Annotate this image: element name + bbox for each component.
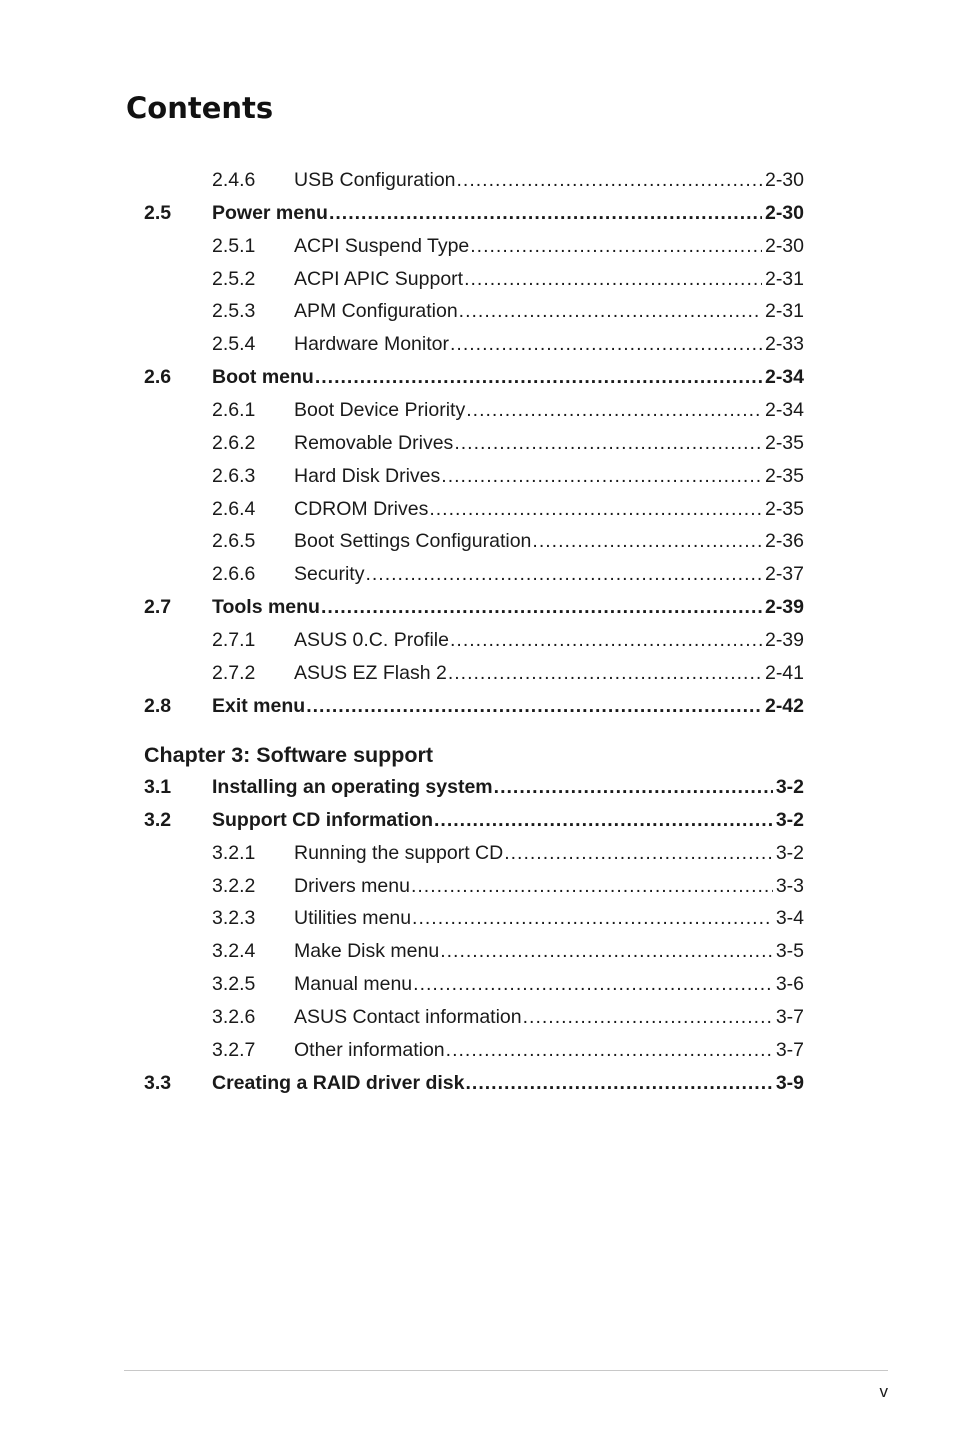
toc-entry-number: 2.7.1	[212, 628, 256, 651]
toc-entry-title: ASUS 0.C. Profile	[294, 628, 449, 651]
toc-entry-number: 3.2.7	[212, 1038, 256, 1061]
toc-entry-title: Boot Device Priority	[294, 398, 466, 421]
toc-dot-leader	[448, 657, 762, 690]
toc-entry-page: 2-34	[764, 366, 804, 389]
toc-entry-number: 2.5.3	[212, 300, 256, 323]
toc-entry-number: 2.6.1	[212, 398, 256, 421]
toc-dot-leader	[411, 870, 773, 903]
toc-entry-page: 2-33	[764, 333, 804, 356]
toc-entry-title: Power menu	[212, 201, 328, 224]
toc-dot-leader	[466, 394, 762, 427]
toc-entry-line	[294, 902, 804, 935]
page-title: Contents	[126, 91, 274, 125]
toc-entry-number: 3.1	[144, 776, 172, 798]
toc-subsection-entry[interactable]	[0, 394, 954, 427]
toc-entry-line	[294, 935, 804, 968]
toc-dot-leader	[429, 493, 762, 526]
toc-entry-number: 3.2.1	[212, 841, 256, 864]
toc-entry-title: ACPI Suspend Type	[294, 234, 470, 257]
toc-entry-line	[212, 771, 804, 804]
toc-section-entry[interactable]	[0, 804, 954, 837]
toc-entry-title: Creating a RAID driver disk	[212, 1071, 465, 1094]
toc-dot-leader	[434, 804, 773, 837]
toc-entry-line	[212, 197, 804, 230]
toc-entry-page: 2-36	[764, 530, 804, 553]
toc-entry-line	[294, 657, 804, 690]
toc-entry-title: Drivers menu	[294, 874, 410, 897]
toc-section-entry[interactable]	[0, 690, 954, 723]
toc-entry-title: Boot menu	[212, 366, 314, 389]
toc-entry-page: 3-2	[775, 776, 804, 798]
toc-dot-leader	[459, 295, 762, 328]
toc-subsection-entry[interactable]	[0, 558, 954, 591]
toc-subsection-entry[interactable]	[0, 164, 954, 197]
toc-entry-line	[212, 1067, 804, 1100]
toc-entry-title: ASUS Contact information	[294, 1005, 522, 1028]
toc-entry-page: 2-35	[764, 464, 804, 487]
toc-entry-line	[294, 525, 804, 558]
toc-section-entry[interactable]	[0, 361, 954, 394]
toc-entry-page: 2-39	[764, 596, 804, 619]
toc-entry-page: 3-4	[775, 907, 804, 930]
toc-dot-leader	[450, 624, 762, 657]
toc-entry-title: USB Configuration	[294, 169, 456, 191]
toc-entry-title: Security	[294, 563, 365, 586]
toc-entry-page: 2-30	[764, 234, 804, 257]
toc-dot-leader	[440, 935, 773, 968]
toc-entry-page: 2-30	[764, 201, 804, 224]
toc-dot-leader	[532, 525, 762, 558]
toc-dot-leader	[450, 328, 762, 361]
toc-entry-line	[294, 164, 804, 197]
toc-entry-page: 2-37	[764, 563, 804, 586]
toc-entry-number: 3.2.4	[212, 940, 256, 963]
toc-subsection-entry[interactable]	[0, 493, 954, 526]
toc-entry-page: 3-7	[775, 1038, 804, 1061]
toc-subsection-entry[interactable]	[0, 624, 954, 657]
toc-entry-line	[294, 394, 804, 427]
toc-subsection-entry[interactable]	[0, 525, 954, 558]
toc-section-entry[interactable]	[0, 197, 954, 230]
toc-entry-number: 2.5	[144, 201, 172, 224]
toc-entry-title: Hard Disk Drives	[294, 464, 441, 487]
toc-entry-number: 2.6.2	[212, 431, 256, 454]
toc-entry-number: 2.6.3	[212, 464, 256, 487]
toc-dot-leader	[365, 558, 762, 591]
toc-entry-page: 2-30	[764, 169, 804, 191]
toc-entry-title: Tools menu	[212, 596, 320, 619]
toc-entry-line	[294, 870, 804, 903]
toc-entry-number: 3.2	[144, 808, 172, 831]
toc-dot-leader	[329, 197, 762, 230]
toc-entry-title: Support CD information	[212, 808, 433, 831]
page-number: v	[879, 1382, 888, 1401]
toc-subsection-entry[interactable]	[0, 1001, 954, 1034]
toc-entry-title: Make Disk menu	[294, 940, 440, 963]
toc-entry-line	[294, 460, 804, 493]
toc-entry-line	[294, 427, 804, 460]
toc-entry-page: 3-7	[775, 1005, 804, 1028]
toc-entry-line	[212, 361, 804, 394]
toc-entry-page: 2-31	[764, 267, 804, 290]
toc-entry-number: 2.8	[144, 694, 172, 717]
toc-entry-line	[294, 837, 804, 870]
toc-entry-number: 3.2.2	[212, 874, 256, 897]
toc-entry-line	[294, 558, 804, 591]
toc-entry-title: Boot Settings Configuration	[294, 530, 532, 553]
toc-dot-leader	[464, 263, 762, 296]
toc-entry-line	[294, 295, 804, 328]
toc-subsection-entry[interactable]	[0, 902, 954, 935]
toc-entry-page: 2-34	[764, 398, 804, 421]
toc-entry-number: 2.5.4	[212, 333, 256, 356]
toc-dot-leader	[457, 164, 762, 197]
toc-dot-leader	[321, 591, 762, 624]
toc-entry-title: ASUS EZ Flash 2	[294, 661, 447, 684]
toc-subsection-entry[interactable]	[0, 968, 954, 1001]
toc-subsection-entry[interactable]	[0, 328, 954, 361]
toc-entry-number: 2.4.6	[212, 169, 256, 191]
toc-entry-number: 2.6	[144, 366, 172, 389]
toc-subsection-entry[interactable]	[0, 657, 954, 690]
toc-entry-page: 3-6	[775, 973, 804, 996]
toc-section-entry[interactable]	[0, 771, 954, 804]
toc-entry-title: APM Configuration	[294, 300, 458, 323]
toc-subsection-entry[interactable]	[0, 870, 954, 903]
toc-entry-title: Exit menu	[212, 694, 306, 717]
toc-subsection-entry[interactable]	[0, 460, 954, 493]
toc-entry-line	[294, 263, 804, 296]
toc-entry-line	[294, 328, 804, 361]
toc-entry-page: 3-5	[775, 940, 804, 963]
toc-entry-title: CDROM Drives	[294, 497, 429, 520]
toc-entry-number: 2.6.5	[212, 530, 256, 553]
toc-entry-page: 2-35	[764, 431, 804, 454]
toc-entry-number: 2.7	[144, 596, 172, 619]
toc-entry-line	[294, 1034, 804, 1067]
toc-dot-leader	[494, 771, 773, 804]
chapter-heading: Chapter 3: Software support	[144, 743, 434, 767]
toc-entry-title: Running the support CD	[294, 841, 504, 864]
toc-entry-line	[212, 690, 804, 723]
toc-entry-number: 3.2.5	[212, 973, 256, 996]
toc-entry-line	[294, 968, 804, 1001]
toc-entry-page: 3-2	[775, 808, 804, 831]
toc-subsection-entry[interactable]	[0, 1034, 954, 1067]
toc-dot-leader	[315, 361, 762, 394]
toc-section-entry[interactable]	[0, 1067, 954, 1100]
toc-subsection-entry[interactable]	[0, 263, 954, 296]
toc-entry-page: 3-2	[775, 841, 804, 864]
toc-entry-title: Removable Drives	[294, 431, 454, 454]
toc-entry-number: 2.6.6	[212, 563, 256, 586]
toc-dot-leader	[454, 427, 762, 460]
toc-entry-line	[294, 624, 804, 657]
toc-dot-leader	[412, 902, 773, 935]
toc-entry-number: 2.5.1	[212, 234, 256, 257]
toc-dot-leader	[466, 1067, 773, 1100]
toc-entry-line	[212, 591, 804, 624]
toc-entry-line	[294, 230, 804, 263]
toc-entry-line	[294, 493, 804, 526]
toc-entry-number: 3.2.6	[212, 1005, 256, 1028]
toc-entry-title: Manual menu	[294, 973, 413, 996]
toc-dot-leader	[441, 460, 762, 493]
toc-entry-number: 3.3	[144, 1071, 172, 1094]
toc-entry-page: 2-35	[764, 497, 804, 520]
toc-section-entry[interactable]	[0, 591, 954, 624]
toc-dot-leader	[446, 1034, 773, 1067]
toc-dot-leader	[470, 230, 762, 263]
toc-entry-page: 2-41	[764, 661, 804, 684]
toc-entry-title: Installing an operating system	[212, 776, 493, 798]
toc-entry-page: 2-39	[764, 628, 804, 651]
toc-entry-number: 2.7.2	[212, 661, 256, 684]
toc-subsection-entry[interactable]	[0, 935, 954, 968]
toc-entry-title: ACPI APIC Support	[294, 267, 464, 290]
toc-subsection-entry[interactable]	[0, 230, 954, 263]
toc-entry-line	[294, 1001, 804, 1034]
toc-dot-leader	[413, 968, 773, 1001]
toc-entry-number: 3.2.3	[212, 907, 256, 930]
toc-entry-number: 2.5.2	[212, 267, 256, 290]
toc-entry-title: Utilities menu	[294, 907, 412, 930]
toc-dot-leader	[306, 690, 762, 723]
toc-entry-page: 2-31	[764, 300, 804, 323]
toc-dot-leader	[523, 1001, 773, 1034]
toc-entry-page: 2-42	[764, 694, 804, 717]
footer-divider	[124, 1370, 888, 1371]
toc-entry-title: Hardware Monitor	[294, 333, 449, 356]
toc-entry-page: 3-3	[775, 874, 804, 897]
toc-entry-title: Other information	[294, 1038, 445, 1061]
toc-entry-line	[212, 804, 804, 837]
toc-subsection-entry[interactable]	[0, 427, 954, 460]
toc-entry-page: 3-9	[775, 1071, 804, 1094]
toc-dot-leader	[504, 837, 773, 870]
toc-subsection-entry[interactable]	[0, 295, 954, 328]
toc-subsection-entry[interactable]	[0, 837, 954, 870]
toc-entry-number: 2.6.4	[212, 497, 256, 520]
